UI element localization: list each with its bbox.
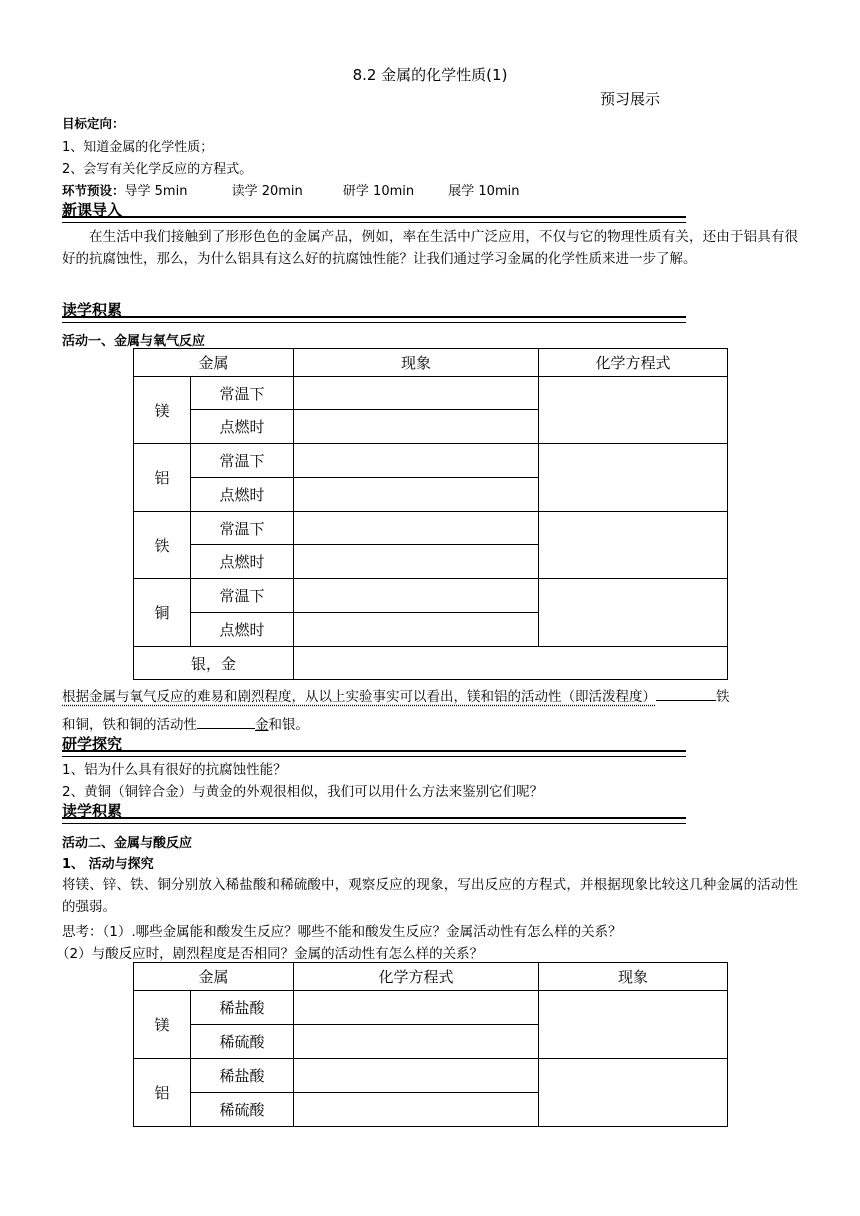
question-item: 1、铝为什么具有很好的抗腐蚀性能？	[62, 762, 287, 778]
metal-cell: 铝	[134, 1059, 191, 1127]
goal-item: 1、知道金属的化学性质；	[62, 140, 214, 155]
condition-cell: 常温下	[191, 377, 294, 410]
blank-cell	[539, 991, 728, 1059]
section-rule	[62, 316, 686, 323]
blank-cell	[294, 1025, 539, 1059]
condition-cell: 点燃时	[191, 613, 294, 647]
activity-subtitle: 1、 活动与探究	[62, 857, 154, 872]
metal-cell: 铝	[134, 444, 191, 512]
condition-cell: 常温下	[191, 579, 294, 613]
activity-title: 活动一、金属与氧气反应	[62, 334, 206, 349]
blank-cell	[539, 512, 728, 579]
activity-paragraph: 将镁、锌、铁、铜分别放入稀盐酸和稀硫酸中，观察反应的现象，写出反应的方程式，并根据现象比较这几种金属的活动性的强弱。	[62, 877, 798, 915]
conclusion-text: 铁	[716, 689, 730, 705]
goals-label: 目标定向：	[62, 116, 125, 131]
metal-cell: 镁	[134, 377, 191, 444]
conclusion-text: 根据金属与氧气反应的难易和剧烈程度，从以上实验事实可以看出，镁和铝的活动性（即活泼程度）	[62, 689, 656, 705]
blank-cell	[539, 377, 728, 444]
table-header: 金属	[134, 349, 294, 377]
page-title: 8.2 金属的化学性质(1)	[352, 66, 508, 84]
schedule-item: 导学 5min	[124, 184, 188, 199]
condition-cell: 点燃时	[191, 410, 294, 444]
blank-cell	[294, 478, 539, 512]
activity-title: 活动二、金属与酸反应	[62, 836, 193, 851]
schedule-item: 展学 10min	[448, 184, 520, 199]
blank-cell	[294, 1059, 539, 1093]
metal-cell: 银，金	[134, 647, 294, 680]
blank-cell	[294, 579, 539, 613]
condition-cell: 点燃时	[191, 478, 294, 512]
section-heading: 读学积累	[62, 802, 123, 820]
fill-blank	[656, 686, 716, 701]
blank-cell	[539, 579, 728, 647]
table-header: 现象	[294, 349, 539, 377]
blank-cell	[539, 1059, 728, 1127]
conclusion-text: 和银。	[268, 717, 309, 733]
section-rule	[62, 216, 686, 223]
blank-cell	[539, 444, 728, 512]
think-question: （2）与酸反应时，剧烈程度是否相同？金属的活动性有怎么样的关系？	[56, 946, 484, 962]
section-heading: 读学积累	[62, 301, 123, 319]
question-item: 2、黄铜（铜锌合金）与黄金的外观很相似，我们可以用什么方法来鉴别它们呢？	[62, 784, 544, 800]
schedule-item: 研学 10min	[342, 184, 415, 199]
conclusion-text: 和铜，铁和铜的活动性	[62, 717, 197, 733]
fill-blank	[197, 714, 255, 729]
section-heading: 研学探究	[62, 735, 123, 753]
think-question: 思考：（1）.哪些金属能和酸发生反应？哪些不能和酸发生反应？金属活动性有怎么样的关系？	[62, 924, 622, 940]
blank-cell	[294, 991, 539, 1025]
metal-cell: 镁	[134, 991, 191, 1059]
condition-cell: 常温下	[191, 444, 294, 478]
table-header: 化学方程式	[294, 963, 539, 991]
intro-paragraph: 在生活中我们接触到了形形色色的金属产品，例如，率在生活中广泛应用，不仅与它的物理性质有关，还由于铝具有很好的抗腐蚀性，那么，为什么铝具有这么好的抗腐蚀性能？让我们通过学习金属的化学性质来进一步了解。	[62, 229, 798, 267]
blank-cell	[294, 410, 539, 444]
metal-cell: 铜	[134, 579, 191, 647]
schedule-label: 环节预设：	[62, 183, 125, 198]
page-subtitle: 预习展示	[600, 90, 661, 108]
blank-cell	[294, 444, 539, 478]
schedule-item: 读学 20min	[231, 184, 303, 199]
table-header: 化学方程式	[539, 349, 728, 377]
metal-cell: 铁	[134, 512, 191, 579]
conclusion-line	[62, 713, 309, 733]
goal-item: 2、会写有关化学反应的方程式。	[62, 162, 253, 177]
table-header: 现象	[539, 963, 728, 991]
blank-cell	[294, 613, 539, 647]
blank-cell	[294, 647, 728, 680]
blank-cell	[294, 377, 539, 410]
schedule-line	[62, 180, 519, 199]
blank-cell	[294, 1093, 539, 1127]
table-header: 金属	[134, 963, 294, 991]
section-rule	[62, 750, 686, 757]
section-heading: 新课导入	[62, 201, 123, 219]
condition-cell: 点燃时	[191, 545, 294, 579]
blank-cell	[294, 512, 539, 545]
conclusion-line	[62, 685, 730, 705]
acid-cell: 稀盐酸	[191, 1059, 294, 1093]
acid-cell: 稀硫酸	[191, 1093, 294, 1127]
acid-cell: 稀硫酸	[191, 1025, 294, 1059]
section-rule	[62, 817, 686, 824]
blank-cell	[294, 545, 539, 579]
acid-reaction-table	[133, 962, 728, 1127]
oxygen-reaction-table	[133, 348, 728, 680]
acid-cell: 稀盐酸	[191, 991, 294, 1025]
condition-cell: 常温下	[191, 512, 294, 545]
conclusion-text: 金	[255, 717, 269, 733]
